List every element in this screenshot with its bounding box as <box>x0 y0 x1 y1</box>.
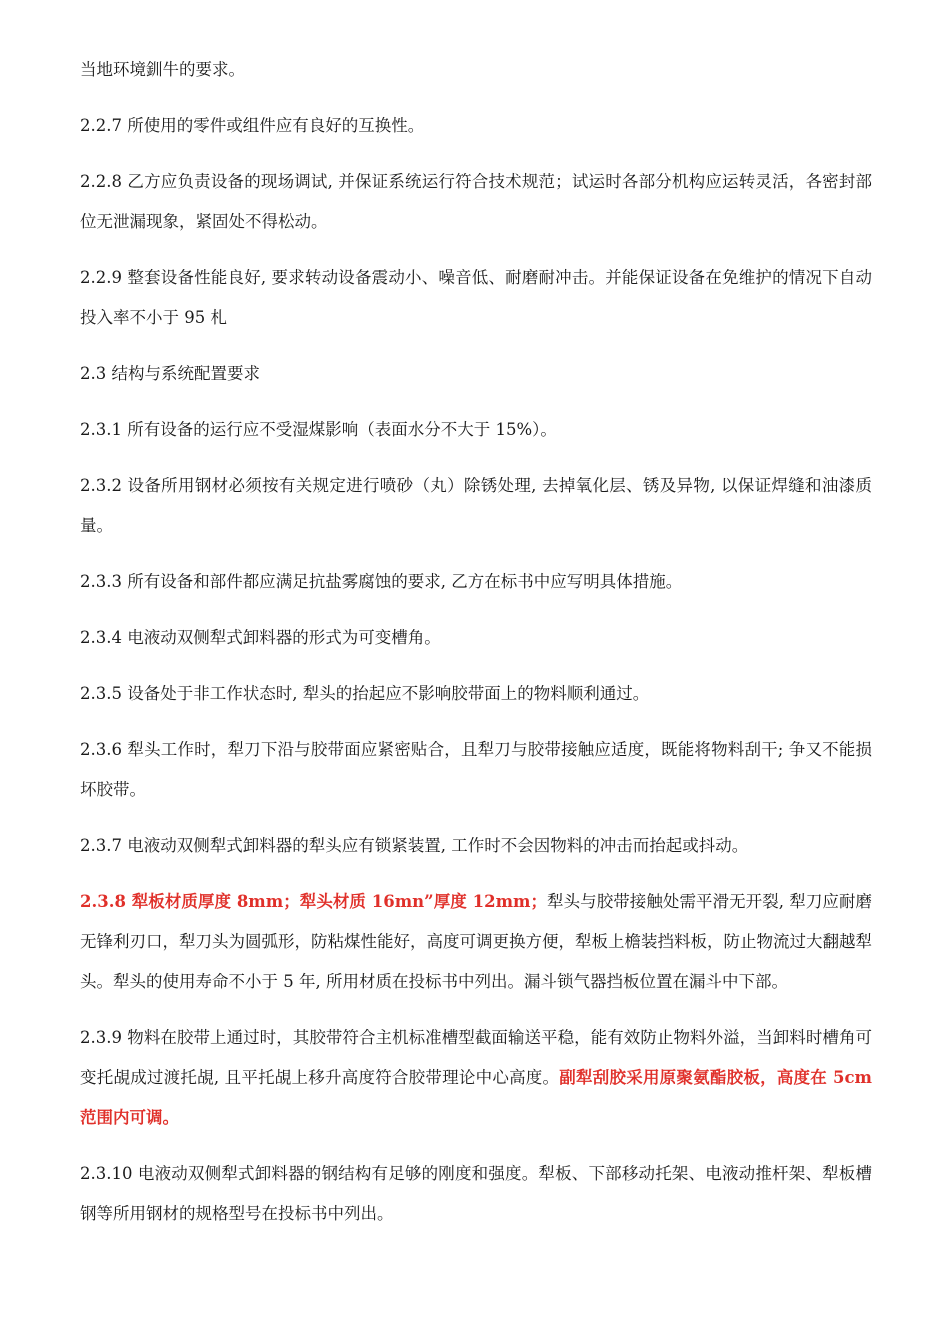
paragraph-2-3-1: 2.3.1 所有设备的运行应不受湿煤影响（表面水分不大于 15%）。 <box>80 420 557 439</box>
paragraph-2-3-3: 2.3.3 所有设备和部件都应满足抗盐雾腐蚀的要求, 乙方在标书中应写明具体措施。 <box>80 572 683 591</box>
section-heading-2-3: 2.3 结构与系统配置要求 <box>80 364 260 383</box>
paragraph-2-3-7: 2.3.7 电液动双侧犁式卸料器的犁头应有锁紧装置, 工作时不会因物料的冲击而抬起或抖动。 <box>80 836 749 855</box>
paragraph-2-3-6: 2.3.6 犁头工作时，犁刀下沿与胶带面应紧密贴合，且犁刀与胶带接触应适度，既能将物料刮干; 争又不能损坏胶带。 <box>80 740 872 799</box>
paragraph-2-2-9: 2.2.9 整套设备性能良好, 要求转动设备震动小、噪音低、耐磨耐冲击。并能保证设备在免维护的情况下自动投入率不小于 95 札 <box>80 268 872 327</box>
paragraph-2-3-2: 2.3.2 设备所用钢材必须按有关规定进行喷砂（丸）除锈处理, 去掉氧化层、锈及异物, 以保证焊缝和油漆质量。 <box>80 476 872 535</box>
paragraph-body-text: 2.3.9 物料在胶带上通过时，其胶带符合主机标准槽型截面输送平稳，能有效防止物料外溢，当卸料时槽角可变托覘成过渡托覘, 且平托覘上移升高度符合胶带理论中心高度。 <box>80 1028 872 1087</box>
highlighted-spec-text: 副犁刮胶采用原聚氨酯胶板，高度在 5cm 范围内可调。 <box>80 1068 872 1127</box>
highlighted-spec-text: 2.3.8 犁板材质厚度 8mm；犁头材质 16mn”厚度 12mm； <box>80 892 547 911</box>
paragraph-body-text: 犁头与胶带接触处需平滑无开裂, 犁刀应耐磨无锋利刃口，犁刀头为圆弧形，防粘煤性能好，高度可调更换方便，犁板上檐装挡料板，防止物流过大翻越犁头。犁头的使用寿命不小于 5 年, 所用材质在投标书中列出。漏斗锁气器挡板位置在漏斗中下部。 <box>80 892 872 991</box>
paragraph-2-3-10: 2.3.10 电液动双侧犁式卸料器的钢结构有足够的刚度和强度。犁板、下部移动托架、电液动推杆架、犁板槽钢等所用钢材的规格型号在投标书中列出。 <box>80 1164 872 1223</box>
document-page <box>80 50 872 1250</box>
paragraph-2-3-4: 2.3.4 电液动双侧犁式卸料器的形式为可变槽角。 <box>80 628 441 647</box>
paragraph-2-2-7: 2.2.7 所使用的零件或组件应有良好的互换性。 <box>80 116 425 135</box>
paragraph-continued: 当地环境釧牛的要求。 <box>80 60 245 79</box>
paragraph-2-3-9 <box>80 1018 872 1138</box>
paragraph-2-3-5: 2.3.5 设备处于非工作状态时, 犁头的抬起应不影响胶带面上的物料顺利通过。 <box>80 684 650 703</box>
paragraph-2-3-8 <box>80 882 872 1002</box>
paragraph-2-2-8: 2.2.8 乙方应负责设备的现场调试, 并保证系统运行符合技术规范；试运时各部分机构应运转灵活，各密封部位无泄漏现象，紧固处不得松动。 <box>80 172 872 231</box>
